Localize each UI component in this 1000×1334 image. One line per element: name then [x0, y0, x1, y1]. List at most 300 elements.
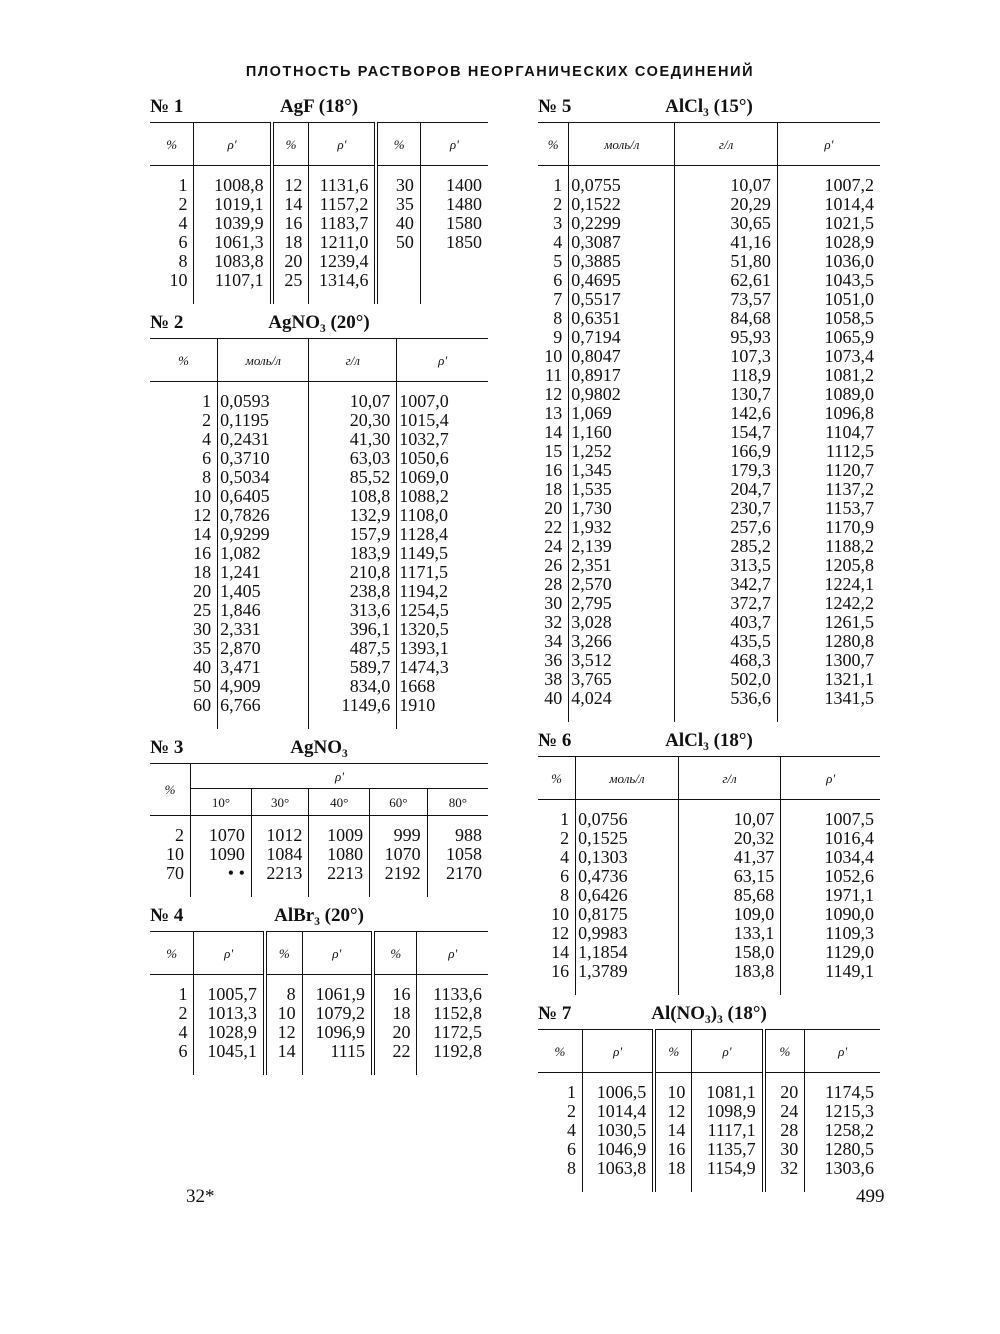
table-row	[538, 252, 880, 271]
table-cell: 6	[553, 270, 563, 290]
table-cell: 1188,2	[777, 537, 880, 556]
table-cell: 18	[544, 479, 563, 499]
table-cell: 0,8175	[576, 905, 679, 924]
table-row	[538, 689, 880, 722]
table-cell: 988	[427, 816, 488, 846]
table-cell: 2	[178, 1003, 188, 1023]
table-row	[150, 601, 488, 620]
table-cell: 1171,5	[397, 563, 488, 582]
table-cell: 1058	[427, 845, 488, 864]
table-cell: 132,9	[309, 506, 397, 525]
table-cell: 30	[544, 593, 563, 613]
table-cell: 32	[544, 612, 563, 632]
table-row	[538, 385, 880, 404]
table-row	[150, 816, 488, 846]
table-cell: 36	[544, 650, 563, 670]
table-cell: 1128,4	[397, 525, 488, 544]
table-cell: 2170	[427, 864, 488, 897]
col-header-percent: %	[538, 123, 569, 166]
table-title: Al(NO₃)₃ (18°)	[651, 1003, 767, 1024]
table-cell: 999	[370, 816, 427, 846]
table-row	[538, 480, 880, 499]
table-cell: 1172,5	[417, 1023, 488, 1042]
table-title: AgF (18°)	[279, 96, 359, 117]
table-cell: 1153,7	[777, 499, 880, 518]
table-cell: 0,9299	[218, 525, 309, 544]
table-cell: 1,1854	[576, 943, 679, 962]
table-row	[538, 347, 880, 366]
table-cell: 1149,6	[309, 696, 397, 729]
table-cell: 0,9983	[576, 924, 679, 943]
table-row	[538, 848, 880, 867]
table-row	[150, 468, 488, 487]
table-cell: 1046,9	[582, 1140, 654, 1159]
table-cell: 1007,0	[397, 382, 488, 412]
table-cell: 2,870	[218, 639, 309, 658]
table-row	[538, 594, 880, 613]
table-cell: 1112,5	[777, 442, 880, 461]
table-row	[538, 290, 880, 309]
table-row	[538, 214, 880, 233]
table-cell: 396,1	[309, 620, 397, 639]
col-header-percent: %	[373, 932, 417, 975]
table-cell: 0,3885	[569, 252, 675, 271]
table-cell: 0,3087	[569, 233, 675, 252]
table-cell: 8	[202, 467, 212, 487]
table-row	[538, 423, 880, 442]
table-row	[538, 829, 880, 848]
table-heading	[538, 726, 880, 756]
col-header-density: ρ'	[417, 932, 488, 975]
table-cell: 4	[553, 232, 563, 252]
table-row	[150, 696, 488, 729]
table-row	[538, 309, 880, 328]
col-header-molarity: моль/л	[569, 123, 675, 166]
table-heading	[150, 92, 488, 122]
table-cell: 0,6351	[569, 309, 675, 328]
table-row	[150, 563, 488, 582]
col-header-density: ρ'	[781, 757, 880, 800]
table-cell: 1070	[191, 816, 252, 846]
table-cell: 502,0	[675, 670, 778, 689]
col-header-percent: %	[265, 932, 302, 975]
table-cell: 1088,2	[397, 487, 488, 506]
table-cell: 30	[376, 166, 420, 196]
col-header-temperature: 40°	[309, 789, 370, 816]
table-cell: 1079,2	[302, 1004, 373, 1023]
table-cell: 12	[544, 384, 563, 404]
table-cell: 1149,5	[397, 544, 488, 563]
table-cell: 2	[553, 194, 563, 214]
right-column	[538, 92, 880, 1196]
table-cell: 1061,3	[194, 233, 272, 252]
table-cell: 2	[566, 1101, 576, 1121]
table-cell: 1474,3	[397, 658, 488, 677]
table-cell: 285,2	[675, 537, 778, 556]
table-cell: 133,1	[678, 924, 781, 943]
col-header-density: ρ'	[309, 123, 377, 166]
table-cell: 12	[272, 166, 309, 196]
table-heading	[150, 901, 488, 931]
table-row	[150, 430, 488, 449]
table-cell: 1070	[370, 845, 427, 864]
table-cell: 238,8	[309, 582, 397, 601]
table-cell: 1007,2	[777, 166, 880, 196]
table-cell: 1014,4	[777, 195, 880, 214]
table-cell: 1090,0	[781, 905, 880, 924]
table-cell	[420, 271, 488, 304]
table-cell: 536,6	[675, 689, 778, 722]
table-cell: 41,30	[309, 430, 397, 449]
table-cell: 1,345	[569, 461, 675, 480]
table-cell	[376, 271, 420, 304]
table-cell: 1006,5	[582, 1073, 654, 1103]
table-cell: 158,0	[678, 943, 781, 962]
table-cell: 2,331	[218, 620, 309, 639]
table-cell: • •	[191, 864, 252, 897]
table-cell: 14	[193, 524, 212, 544]
table-3	[150, 763, 488, 897]
table-row	[538, 613, 880, 632]
table-cell: 6	[566, 1139, 576, 1159]
table-cell: 403,7	[675, 613, 778, 632]
table-cell: 20,30	[309, 411, 397, 430]
table-cell: 73,57	[675, 290, 778, 309]
table-cell: 1303,6	[805, 1159, 880, 1192]
table-cell: 183,8	[678, 962, 781, 995]
table-cell	[376, 252, 420, 271]
table-cell: 1129,0	[781, 943, 880, 962]
table-cell: 0,2431	[218, 430, 309, 449]
table-cell: 18	[373, 1004, 417, 1023]
table-cell: 1320,5	[397, 620, 488, 639]
table-cell: 30	[764, 1140, 805, 1159]
table-row	[538, 886, 880, 905]
table-cell: 179,3	[675, 461, 778, 480]
table-cell: 41,16	[675, 233, 778, 252]
table-cell: 1183,7	[309, 214, 377, 233]
col-header-percent: %	[272, 123, 309, 166]
table-cell: 0,6426	[576, 886, 679, 905]
table-cell: 9	[553, 327, 563, 347]
table-cell: 2,351	[569, 556, 675, 575]
table-cell: 1258,2	[805, 1121, 880, 1140]
table-cell: 8	[560, 885, 570, 905]
table-number: № 5	[538, 96, 572, 117]
col-header-percent: %	[150, 339, 218, 382]
table-row	[538, 924, 880, 943]
table-cell: 14	[551, 942, 570, 962]
table-cell: 1,160	[569, 423, 675, 442]
table-cell: 30	[193, 619, 212, 639]
table-row	[150, 1023, 488, 1042]
table-cell: 154,7	[675, 423, 778, 442]
table-cell: 0,0593	[218, 382, 309, 412]
table-cell: 1080	[309, 845, 370, 864]
table-cell: 14	[654, 1121, 692, 1140]
table-cell: 1131,6	[309, 166, 377, 196]
table-row	[150, 845, 488, 864]
table-cell: 40	[376, 214, 420, 233]
table-cell: 1034,4	[781, 848, 880, 867]
table-row	[538, 943, 880, 962]
table-2-block	[150, 308, 488, 729]
table-cell: 1005,7	[194, 975, 265, 1005]
table-cell: 1,069	[569, 404, 675, 423]
col-header-density: ρ'	[302, 932, 373, 975]
table-cell: 35	[193, 638, 212, 658]
table-title: AlCl₃ (15°)	[665, 96, 753, 117]
table-cell: 1007,5	[781, 800, 880, 830]
page-number: 499	[856, 1186, 885, 1207]
table-cell: 63,15	[678, 867, 781, 886]
table-cell: 4,024	[569, 689, 675, 722]
table-cell: 1170,9	[777, 518, 880, 537]
table-row	[150, 975, 488, 1005]
table-cell: 2,139	[569, 537, 675, 556]
table-cell: 0,7826	[218, 506, 309, 525]
table-cell: 1073,4	[777, 347, 880, 366]
table-cell: 1,405	[218, 582, 309, 601]
table-row	[538, 195, 880, 214]
table-cell	[420, 252, 488, 271]
col-header-density: ρ'	[777, 123, 880, 166]
table-row	[150, 382, 488, 412]
table-4-block	[150, 901, 488, 1075]
table-cell: 0,2299	[569, 214, 675, 233]
table-cell: 40	[193, 657, 212, 677]
table-cell: 0,8917	[569, 366, 675, 385]
table-heading	[538, 92, 880, 122]
table-row	[150, 252, 488, 271]
table-row	[538, 556, 880, 575]
table-number: № 2	[150, 312, 184, 333]
table-cell: 0,4736	[576, 867, 679, 886]
table-4	[150, 931, 488, 1075]
table-cell: 166,9	[675, 442, 778, 461]
table-cell: 1098,9	[692, 1102, 764, 1121]
table-row	[538, 1159, 880, 1192]
table-cell: 10	[265, 1004, 302, 1023]
table-row	[538, 962, 880, 995]
table-cell: 38	[544, 669, 563, 689]
table-cell: 257,6	[675, 518, 778, 537]
table-cell: 372,7	[675, 594, 778, 613]
table-cell: 1135,7	[692, 1140, 764, 1159]
table-cell: 1,3789	[576, 962, 679, 995]
table-cell: 22	[373, 1042, 417, 1075]
table-cell: 63,03	[309, 449, 397, 468]
table-cell: 1051,0	[777, 290, 880, 309]
table-row	[538, 271, 880, 290]
table-title: AgNO₃ (20°)	[268, 312, 370, 333]
col-header-molarity: моль/л	[218, 339, 309, 382]
table-row	[538, 575, 880, 594]
table-cell: 468,3	[675, 651, 778, 670]
table-cell: 1,252	[569, 442, 675, 461]
table-cell: 1081,1	[692, 1073, 764, 1103]
table-cell: 1096,8	[777, 404, 880, 423]
table-cell: 1157,2	[309, 195, 377, 214]
table-cell: 589,7	[309, 658, 397, 677]
table-cell: 1019,1	[194, 195, 272, 214]
col-header-temperature: 10°	[191, 789, 252, 816]
table-cell: 1174,5	[805, 1073, 880, 1103]
col-header-percent: %	[538, 757, 576, 800]
table-cell: 2	[178, 194, 188, 214]
table-row	[538, 670, 880, 689]
table-cell: 10,07	[309, 382, 397, 412]
table-row	[538, 518, 880, 537]
col-header-temperature: 30°	[251, 789, 308, 816]
table-cell: 1668	[397, 677, 488, 696]
table-cell: 1393,1	[397, 639, 488, 658]
table-cell: 3,471	[218, 658, 309, 677]
table-cell: 35	[376, 195, 420, 214]
table-cell: 2213	[251, 864, 308, 897]
table-cell: 34	[544, 631, 563, 651]
table-cell: 210,8	[309, 563, 397, 582]
table-cell: 20	[193, 581, 212, 601]
table-cell: 50	[376, 233, 420, 252]
table-1-block	[150, 92, 488, 304]
table-cell: 0,3710	[218, 449, 309, 468]
table-row	[150, 620, 488, 639]
table-row	[538, 1121, 880, 1140]
table-cell: 1012	[251, 816, 308, 846]
table-cell: 22	[544, 517, 563, 537]
table-cell: 342,7	[675, 575, 778, 594]
table-cell: 1,730	[569, 499, 675, 518]
table-cell: 10	[166, 844, 185, 864]
col-header-percent: %	[150, 123, 194, 166]
table-cell: 1,241	[218, 563, 309, 582]
table-cell: 107,3	[675, 347, 778, 366]
table-cell: 1,535	[569, 480, 675, 499]
table-cell: 1108,0	[397, 506, 488, 525]
table-cell: 10,07	[675, 166, 778, 196]
table-cell: 1084	[251, 845, 308, 864]
table-cell: 95,93	[675, 328, 778, 347]
table-cell: 62,61	[675, 271, 778, 290]
table-row	[538, 537, 880, 556]
table-cell: 18	[193, 562, 212, 582]
table-row	[538, 461, 880, 480]
table-cell: 313,5	[675, 556, 778, 575]
table-cell: 1850	[420, 233, 488, 252]
table-cell: 30,65	[675, 214, 778, 233]
table-cell: 1	[178, 175, 188, 195]
table-cell: 2,570	[569, 575, 675, 594]
table-row	[150, 271, 488, 304]
table-cell: 1107,1	[194, 271, 272, 304]
table-1	[150, 122, 488, 304]
table-number: № 6	[538, 730, 572, 751]
table-cell: 1028,9	[194, 1023, 265, 1042]
table-cell: 5	[553, 251, 563, 271]
table-cell: 1239,4	[309, 252, 377, 271]
table-row	[150, 864, 488, 897]
table-cell: 1910	[397, 696, 488, 729]
table-cell: 1009	[309, 816, 370, 846]
table-cell: 230,7	[675, 499, 778, 518]
table-row	[538, 867, 880, 886]
table-cell: 1242,2	[777, 594, 880, 613]
table-cell: 108,8	[309, 487, 397, 506]
table-cell: 1052,6	[781, 867, 880, 886]
table-cell: 25	[193, 600, 212, 620]
table-row	[150, 639, 488, 658]
table-cell: 2	[202, 410, 212, 430]
table-cell: 0,1303	[576, 848, 679, 867]
table-cell: 1063,8	[582, 1159, 654, 1192]
col-header-grams-per-liter: г/л	[675, 123, 778, 166]
table-cell: 51,80	[675, 252, 778, 271]
table-cell: 1032,7	[397, 430, 488, 449]
table-cell: 1043,5	[777, 271, 880, 290]
table-row	[538, 1073, 880, 1103]
table-cell: 1021,5	[777, 214, 880, 233]
table-row	[538, 1102, 880, 1121]
table-cell: 1115	[302, 1042, 373, 1075]
table-row	[538, 404, 880, 423]
table-row	[538, 328, 880, 347]
table-cell: 1065,9	[777, 328, 880, 347]
table-row	[538, 651, 880, 670]
table-cell: 10	[169, 270, 188, 290]
table-cell: 1224,1	[777, 575, 880, 594]
table-cell: 10	[654, 1073, 692, 1103]
table-cell: 6	[178, 1041, 188, 1061]
table-cell: 16	[272, 214, 309, 233]
table-cell: 157,9	[309, 525, 397, 544]
table-cell: 0,4695	[569, 271, 675, 290]
table-cell: 11	[544, 365, 563, 385]
table-row	[150, 677, 488, 696]
table-number: № 3	[150, 737, 184, 758]
table-cell: 2	[175, 825, 185, 845]
table-cell: 1	[202, 391, 212, 411]
table-title: AlCl₃ (18°)	[665, 730, 753, 751]
col-header-density: ρ'	[692, 1030, 764, 1073]
table-cell: 1254,5	[397, 601, 488, 620]
table-cell: 25	[272, 271, 309, 304]
table-cell: 1	[178, 984, 188, 1004]
table-cell: 1,932	[569, 518, 675, 537]
table-cell: 1104,7	[777, 423, 880, 442]
table-cell: 0,1525	[576, 829, 679, 848]
table-cell: 1045,1	[194, 1042, 265, 1075]
table-row	[150, 1042, 488, 1075]
table-cell: 1	[560, 809, 570, 829]
table-row	[150, 506, 488, 525]
table-cell: 204,7	[675, 480, 778, 499]
col-header-percent: %	[764, 1030, 805, 1073]
table-cell: 1015,4	[397, 411, 488, 430]
table-cell: 1008,8	[194, 166, 272, 196]
table-cell: 2	[560, 828, 570, 848]
table-cell: 0,5034	[218, 468, 309, 487]
col-header-molarity: моль/л	[576, 757, 679, 800]
table-cell: 1480	[420, 195, 488, 214]
table-cell: 1300,7	[777, 651, 880, 670]
table-cell: 1215,3	[805, 1102, 880, 1121]
table-cell: 20,29	[675, 195, 778, 214]
table-cell: 84,68	[675, 309, 778, 328]
table-cell: 1	[566, 1082, 576, 1102]
table-cell: 4	[560, 847, 570, 867]
table-row	[538, 632, 880, 651]
